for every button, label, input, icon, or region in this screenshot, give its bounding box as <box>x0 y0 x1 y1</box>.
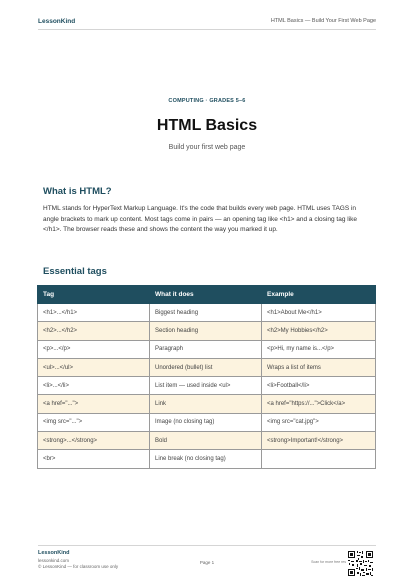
subject-eyebrow: COMPUTING · GRADES 5–6 <box>168 98 246 104</box>
tag-cell: <img src="..."> <box>38 413 150 431</box>
tag-cell: <p>...</p> <box>38 340 150 358</box>
footer-copyright: © LessonKind — for classroom use only <box>38 564 119 569</box>
table-row <box>38 358 376 376</box>
page-subtitle: Build your first web page <box>168 144 246 151</box>
tag-cell: <br> <box>38 450 150 468</box>
tag-cell: <strong>...</strong> <box>38 432 150 450</box>
table-row <box>38 413 376 431</box>
qr-code-icon <box>347 550 374 577</box>
page-header <box>38 14 376 28</box>
table-row <box>38 322 376 340</box>
page-number: Page 1 <box>199 560 215 565</box>
description-cell: Unordered (bullet) list <box>150 358 262 376</box>
description-cell: List item — used inside <ul> <box>150 377 262 395</box>
description-cell: Line break (no closing tag) <box>150 450 262 468</box>
tag-cell: <h2>...</h2> <box>38 322 150 340</box>
table-row <box>38 377 376 395</box>
description-cell: Link <box>150 395 262 413</box>
tag-cell: <ul>...</ul> <box>38 358 150 376</box>
footer-site: lessonkind.com <box>38 557 70 563</box>
description-cell: Paragraph <box>150 340 262 358</box>
column-header-what-it-does: What it does <box>150 286 262 304</box>
example-cell: <strong>Important!</strong> <box>262 432 376 450</box>
tag-cell: <h1>...</h1> <box>38 304 150 322</box>
section-heading-essential-tags: Essential tags <box>43 266 107 277</box>
table-row <box>38 450 376 468</box>
column-header-tag: Tag <box>38 286 150 304</box>
description-cell: Image (no closing tag) <box>150 413 262 431</box>
essential-tags-table <box>37 285 376 469</box>
table-row <box>38 304 376 322</box>
table-row <box>38 432 376 450</box>
table-row <box>38 340 376 358</box>
brand-logo-text: LessonKind <box>38 17 76 25</box>
description-cell: Bold <box>150 432 262 450</box>
tag-cell: <a href="..."> <box>38 395 150 413</box>
example-cell <box>262 450 376 468</box>
header-divider <box>38 29 376 30</box>
section-heading-what-is-html: What is HTML? <box>43 186 112 197</box>
scan-caption: Scan for more free res <box>311 560 346 564</box>
footer-divider <box>38 545 376 546</box>
example-cell: <h1>About Me</h1> <box>262 304 376 322</box>
footer-brand: LessonKind <box>38 550 70 556</box>
table-header-row <box>38 286 376 304</box>
table-row <box>38 395 376 413</box>
example-cell: <a href="https://...">Click</a> <box>262 395 376 413</box>
example-cell: Wraps a list of items <box>262 358 376 376</box>
header-document-title: HTML Basics — Build Your First Web Page <box>270 18 376 24</box>
example-cell: <li>Football</li> <box>262 377 376 395</box>
page-title: HTML Basics <box>156 117 258 134</box>
hero <box>38 98 376 151</box>
example-cell: <h2>My Hobbies</h2> <box>262 322 376 340</box>
description-cell: Biggest heading <box>150 304 262 322</box>
description-cell: Section heading <box>150 322 262 340</box>
example-cell: <p>Hi, my name is...</p> <box>262 340 376 358</box>
intro-paragraph: HTML stands for HyperText Markup Language. It's the code that builds every web page. HTML uses TAGS in angle brackets to mark up content. Most tags come in pairs — an opening tag like <h1> and a closing tag like </h1>. The browser reads these and shows the content the way you marked it up. <box>43 205 357 234</box>
example-cell: <img src="cat.jpg"> <box>262 413 376 431</box>
tag-cell: <li>...</li> <box>38 377 150 395</box>
column-header-example: Example <box>262 286 376 304</box>
